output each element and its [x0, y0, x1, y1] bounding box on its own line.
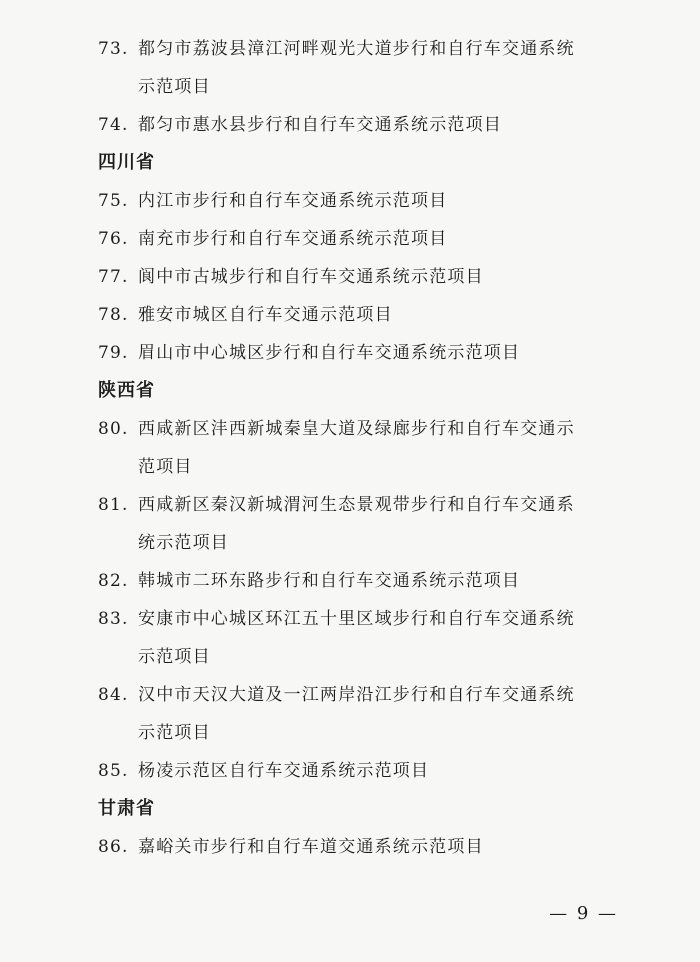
- project-list: [98, 30, 658, 866]
- item-number: 86.: [98, 837, 129, 857]
- project-title: 内江市步行和自行车交通系统示范项目: [138, 191, 448, 211]
- project-item: [98, 676, 658, 752]
- project-title-continuation: 示范项目: [138, 723, 211, 743]
- project-item: [98, 106, 658, 144]
- item-number: 79.: [98, 343, 129, 363]
- project-item: [98, 600, 658, 676]
- page-number: — 9 —: [549, 903, 618, 924]
- item-number: 75.: [98, 191, 129, 211]
- project-line: [98, 182, 658, 220]
- project-title: 西咸新区沣西新城秦皇大道及绿廊步行和自行车交通示: [138, 419, 575, 439]
- project-title: 眉山市中心城区步行和自行车交通系统示范项目: [138, 343, 521, 363]
- project-item: [98, 562, 658, 600]
- project-title: 嘉峪关市步行和自行车道交通系统示范项目: [138, 837, 484, 857]
- project-line: [98, 562, 658, 600]
- project-line: [98, 676, 658, 714]
- project-line: [98, 410, 658, 448]
- project-item: [98, 220, 658, 258]
- project-item: [98, 486, 658, 562]
- item-number: 84.: [98, 685, 129, 705]
- project-line: [98, 486, 658, 524]
- item-number: 74.: [98, 115, 129, 135]
- project-title: 都匀市惠水县步行和自行车交通系统示范项目: [138, 115, 502, 135]
- project-title: 阆中市古城步行和自行车交通系统示范项目: [138, 267, 484, 287]
- project-item: [98, 828, 658, 866]
- item-number: 83.: [98, 609, 129, 629]
- project-title: 韩城市二环东路步行和自行车交通系统示范项目: [138, 571, 521, 591]
- item-number: 76.: [98, 229, 129, 249]
- project-title: 杨凌示范区自行车交通系统示范项目: [138, 761, 430, 781]
- project-line: [98, 30, 658, 68]
- item-number: 80.: [98, 419, 129, 439]
- item-number: 82.: [98, 571, 129, 591]
- project-title-continuation: 示范项目: [138, 77, 211, 97]
- project-item: [98, 258, 658, 296]
- project-item: [98, 182, 658, 220]
- item-number: 78.: [98, 305, 129, 325]
- project-line: [98, 334, 658, 372]
- item-number: 73.: [98, 39, 129, 59]
- project-line: [98, 828, 658, 866]
- project-line: [98, 258, 658, 296]
- project-item: [98, 752, 658, 790]
- project-title: 都匀市荔波县漳江河畔观光大道步行和自行车交通系统: [138, 39, 575, 59]
- item-number: 85.: [98, 761, 129, 781]
- project-title-continuation: 统示范项目: [138, 533, 229, 553]
- project-title: 西咸新区秦汉新城渭河生态景观带步行和自行车交通系: [138, 495, 575, 515]
- project-item: [98, 30, 658, 106]
- project-line: [98, 220, 658, 258]
- item-number: 77.: [98, 267, 129, 287]
- project-title-continuation: 示范项目: [138, 647, 211, 667]
- province-heading: 甘肃省: [98, 798, 155, 819]
- project-title-continuation: 范项目: [138, 457, 193, 477]
- province-heading: 四川省: [98, 152, 155, 173]
- province-heading: 陕西省: [98, 380, 155, 401]
- item-number: 81.: [98, 495, 129, 515]
- project-line: [98, 752, 658, 790]
- project-line: [98, 296, 658, 334]
- project-title: 雅安市城区自行车交通示范项目: [138, 305, 393, 325]
- project-title: 南充市步行和自行车交通系统示范项目: [138, 229, 448, 249]
- project-title: 安康市中心城区环江五十里区域步行和自行车交通系统: [138, 609, 575, 629]
- project-line: [98, 600, 658, 638]
- project-item: [98, 410, 658, 486]
- project-line: [98, 106, 658, 144]
- project-title: 汉中市天汉大道及一江两岸沿江步行和自行车交通系统: [138, 685, 575, 705]
- project-item: [98, 334, 658, 372]
- project-item: [98, 296, 658, 334]
